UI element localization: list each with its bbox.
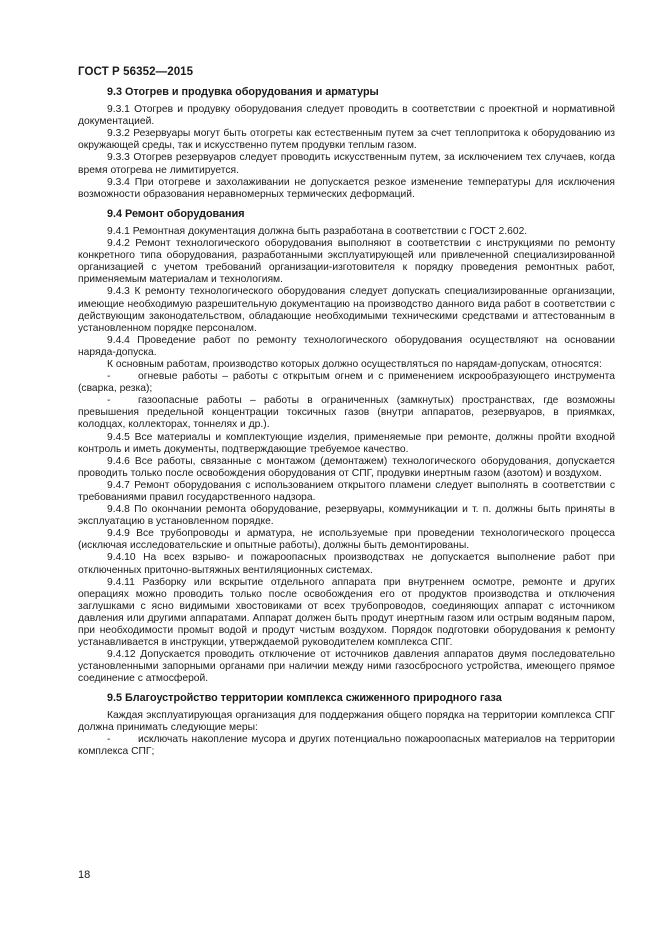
list-item bbox=[78, 371, 615, 395]
standard-designation: ГОСТ Р 56352—2015 bbox=[78, 66, 194, 78]
paragraph-9-3-2: 9.3.2 Резервуары могут быть отогреты как естественным путем за счет теплопритока к оборудованию из окружающей среды, так и искусственно путем продувки теплым газом. bbox=[78, 128, 615, 152]
paragraph-9-4-4: 9.4.4 Проведение работ по ремонту технологического оборудования осуществляют на основании наряда-допуска. bbox=[78, 334, 615, 358]
list-dash: - bbox=[107, 395, 111, 407]
paragraph-9-3-3: 9.3.3 Отогрев резервуаров следует проводить искусственным путем, за исключением тех случаев, когда время отогрева не лимитируется. bbox=[78, 152, 615, 176]
paragraph-9-4-1: 9.4.1 Ремонтная документация должна быть разработана в соответствии с ГОСТ 2.602. bbox=[107, 225, 528, 237]
list-dash: - bbox=[107, 371, 111, 383]
paragraph-9-4-3: 9.4.3 К ремонту технологического оборудования следует допускать специализированные организации, имеющие необходимую разрешительную документацию на производство данного вида работ в соответствии с действующим законодательством, обладающие необходимыми техническими средствами и аттестованным в установленном порядке персоналом. bbox=[78, 286, 615, 334]
list-item-text: газоопасные работы – работы в ограниченных (замкнутых) пространствах, где возможны превышения предельной концентрации токсичных газов (внутри аппаратов, резервуаров, в приямках, колодцах, коллекторах, тоннелях и др.). bbox=[78, 395, 615, 431]
paragraph-9-5-intro: Каждая эксплуатирующая организация для поддержания общего порядка на территории комплекса СПГ должна принимать следующие меры: bbox=[78, 709, 615, 733]
document-body bbox=[78, 86, 615, 758]
list-dash: - bbox=[107, 733, 111, 745]
list-item bbox=[78, 734, 615, 758]
paragraph-9-4-7: 9.4.7 Ремонт оборудования с использованием открытого пламени следует выполнять в соответствии с требованиями правил государственного надзора. bbox=[78, 479, 615, 503]
section-title-9-3: 9.3 Отогрев и продувка оборудования и арматуры bbox=[107, 86, 379, 98]
paragraph-9-4-11: 9.4.11 Разборку или вскрытие отдельного аппарата при внутреннем осмотре, ремонте и других операциях можно проводить только после освобождения его от продуктов производства и отключения заглушками с ясно видимыми хвостовиками от всех трубопроводов, соединяющих аппарат с источником давления или другими аппаратами. Аппарат должен быть продут инертным газом или острым водяным паром, при необходимости промыт водой и продут чистым воздухом. Порядок подготовки оборудования к ремонту устанавливается в инструкции, утверждаемой руководителем комплекса СПГ. bbox=[78, 576, 615, 649]
paragraph-9-4-6: 9.4.6 Все работы, связанные с монтажом (демонтажем) технологического оборудования, допускается проводить только после освобождения оборудования от СПГ, продувки инертным газом (азотом) и воздухом. bbox=[78, 455, 615, 479]
list-item bbox=[78, 395, 615, 431]
paragraph-9-4-10: 9.4.10 На всех взрыво- и пожароопасных производствах не допускается выполнение работ при отключенных приточно-вытяжных вентиляционных системах. bbox=[78, 552, 615, 576]
list-item-text: огневые работы – работы с открытым огнем и с применением искрообразующего инструмента (сварка, резка); bbox=[78, 371, 615, 395]
paragraph-9-3-1: 9.3.1 Отогрев и продувку оборудования следует проводить в соответствии с проектной и нормативной документацией. bbox=[78, 104, 615, 128]
paragraph-9-3-4: 9.3.4 При отогреве и захолаживании не допускается резкое изменение температуры для исключения возможности образования неравномерных термических деформаций. bbox=[78, 176, 615, 200]
paragraph-9-4-2: 9.4.2 Ремонт технологического оборудования выполняют в соответствии с инструкциями по ремонту конкретного типа оборудования, разработанными эксплуатирующей или привлеченной специализированной организацией с учетом требований организации-изготовителя к порядку проведения ремонтных работ, применяемым материалам и технологиям. bbox=[78, 238, 615, 286]
page-number: 18 bbox=[78, 869, 91, 881]
paragraph-9-4-12: 9.4.12 Допускается проводить отключение от источников давления аппаратов двумя последовательно установленными запорными органами при наличии между ними газосбросного устройства, имеющего прямое соединение с атмосферой. bbox=[78, 649, 615, 685]
paragraph-9-4-8: 9.4.8 По окончании ремонта оборудование, резервуары, коммуникации и т. п. должны быть приняты в эксплуатацию в установленном порядке. bbox=[78, 504, 615, 528]
list-item-text: исключать накопление мусора и других потенциально пожароопасных материалов на территории комплекса СПГ; bbox=[78, 733, 615, 757]
section-title-9-5: 9.5 Благоустройство территории комплекса сжиженного природного газа bbox=[107, 691, 502, 704]
paragraph-9-4-9: 9.4.9 Все трубопроводы и арматура, не используемые при проведении технологического процесса (исключая исследовательские и опытные работы), должны быть демонтированы. bbox=[78, 528, 615, 552]
section-title-9-4: 9.4 Ремонт оборудования bbox=[107, 207, 245, 220]
paragraph-9-4-5: 9.4.5 Все материалы и комплектующие изделия, применяемые при ремонте, должны пройти входной контроль и иметь документы, подтверждающие требуемое качество. bbox=[78, 431, 615, 455]
paragraph-permit-works: К основным работам, производство которых должно осуществляться по нарядам-допускам, относятся: bbox=[107, 358, 602, 370]
